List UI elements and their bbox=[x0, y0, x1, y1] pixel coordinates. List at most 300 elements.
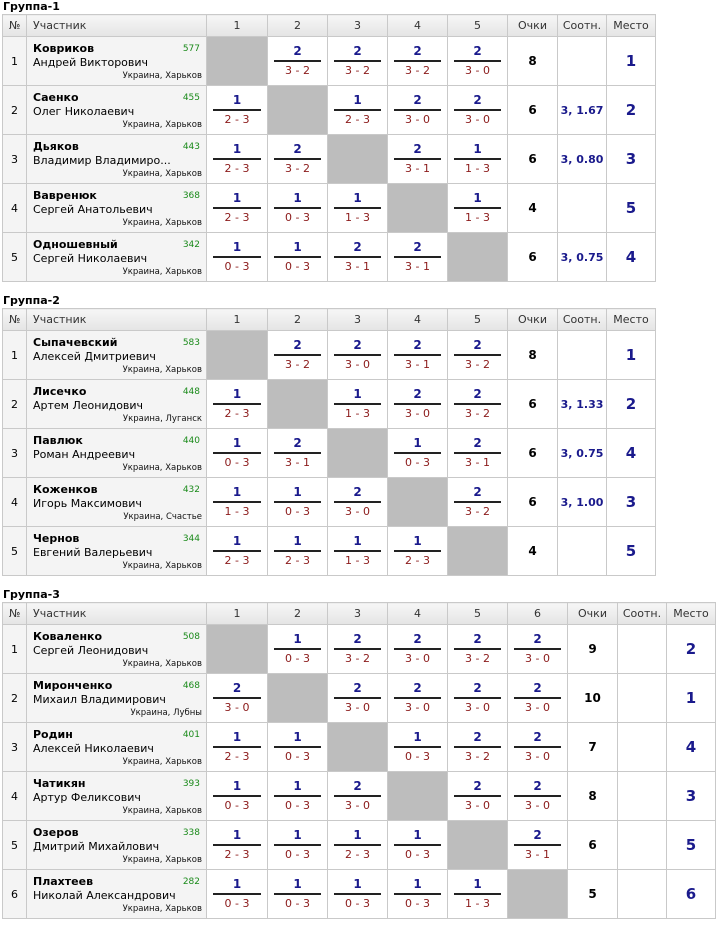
match-result-cell[interactable] bbox=[207, 429, 268, 478]
match-result-cell[interactable] bbox=[207, 527, 268, 576]
total-points: 6 bbox=[508, 380, 558, 429]
participant-city: Украина, Харьков bbox=[122, 659, 202, 669]
match-points: 1 bbox=[232, 779, 242, 793]
result-divider bbox=[394, 746, 441, 748]
participant-surname[interactable]: Родин bbox=[33, 728, 73, 741]
match-points: 2 bbox=[413, 681, 422, 695]
match-result-cell[interactable] bbox=[508, 674, 568, 723]
result-divider bbox=[514, 844, 561, 846]
group-table-1 bbox=[2, 14, 656, 282]
match-points: 2 bbox=[353, 338, 362, 352]
participant-cell[interactable] bbox=[27, 478, 207, 527]
match-result-cell[interactable] bbox=[268, 135, 328, 184]
participant-surname[interactable]: Ковриков bbox=[33, 42, 95, 55]
table-row bbox=[3, 870, 716, 919]
result-divider bbox=[394, 60, 441, 62]
match-score: 3 - 0 bbox=[465, 799, 490, 812]
match-result-cell[interactable] bbox=[268, 870, 328, 919]
total-points: 6 bbox=[508, 233, 558, 282]
match-result-cell[interactable] bbox=[448, 184, 508, 233]
match-score: 3 - 0 bbox=[465, 701, 490, 714]
match-result-cell[interactable] bbox=[508, 723, 568, 772]
participant-rating: 455 bbox=[182, 93, 200, 103]
participant-cell[interactable] bbox=[27, 723, 207, 772]
result-divider bbox=[334, 795, 381, 797]
match-points: 2 bbox=[473, 632, 482, 646]
match-result-cell[interactable] bbox=[207, 86, 268, 135]
match-result-cell[interactable] bbox=[328, 772, 388, 821]
table-row bbox=[3, 184, 656, 233]
match-result-cell[interactable] bbox=[448, 135, 508, 184]
match-result-cell[interactable] bbox=[328, 331, 388, 380]
match-score: 1 - 3 bbox=[345, 211, 370, 224]
match-points: 1 bbox=[293, 828, 302, 842]
header-number: № bbox=[3, 603, 27, 625]
ratio-value: 3, 1.33 bbox=[558, 380, 607, 429]
match-points: 2 bbox=[473, 387, 482, 401]
self-match-cell bbox=[328, 723, 388, 772]
match-result-cell[interactable] bbox=[328, 37, 388, 86]
match-result-cell[interactable] bbox=[508, 772, 568, 821]
match-score: 0 - 3 bbox=[285, 211, 310, 224]
match-score: 3 - 0 bbox=[345, 358, 370, 371]
participant-surname[interactable]: Озеров bbox=[33, 826, 79, 839]
match-points: 1 bbox=[232, 387, 242, 401]
match-points: 1 bbox=[413, 828, 422, 842]
match-result-cell[interactable] bbox=[268, 233, 328, 282]
participant-cell[interactable] bbox=[27, 86, 207, 135]
result-divider bbox=[274, 746, 321, 748]
result-divider bbox=[454, 648, 501, 650]
result-divider bbox=[514, 795, 561, 797]
participant-cell[interactable] bbox=[27, 870, 207, 919]
match-result-cell[interactable] bbox=[388, 380, 448, 429]
result-divider bbox=[274, 893, 321, 895]
result-divider bbox=[274, 795, 321, 797]
match-score: 3 - 0 bbox=[465, 113, 490, 126]
match-result-cell[interactable] bbox=[328, 184, 388, 233]
group-title: Группа-2 bbox=[3, 294, 60, 307]
participant-surname[interactable]: Плахтеев bbox=[33, 875, 94, 888]
participant-city: Украина, Лубны bbox=[130, 708, 202, 718]
match-result-cell[interactable] bbox=[268, 184, 328, 233]
place-value: 5 bbox=[607, 527, 656, 576]
match-points: 2 bbox=[413, 44, 422, 58]
match-score: 0 - 3 bbox=[405, 750, 430, 763]
participant-surname[interactable]: Коженков bbox=[33, 483, 98, 496]
match-result-cell[interactable] bbox=[207, 478, 268, 527]
match-result-cell[interactable] bbox=[268, 527, 328, 576]
match-result-cell[interactable] bbox=[328, 674, 388, 723]
participant-cell[interactable] bbox=[27, 674, 207, 723]
place-value: 1 bbox=[667, 674, 716, 723]
match-points: 2 bbox=[533, 828, 542, 842]
match-result-cell[interactable] bbox=[448, 870, 508, 919]
match-result-cell[interactable] bbox=[207, 723, 268, 772]
participant-cell[interactable] bbox=[27, 233, 207, 282]
match-points: 1 bbox=[232, 534, 242, 548]
match-score: 2 - 3 bbox=[224, 211, 250, 224]
match-result-cell[interactable] bbox=[268, 331, 328, 380]
match-result-cell[interactable] bbox=[207, 821, 268, 870]
row-number: 1 bbox=[3, 331, 27, 380]
place-value: 2 bbox=[667, 625, 716, 674]
table-row bbox=[3, 429, 656, 478]
table-row bbox=[3, 772, 716, 821]
participant-rating: 443 bbox=[182, 142, 200, 152]
self-match-cell bbox=[388, 772, 448, 821]
participant-name: Дмитрий Михайлович bbox=[33, 840, 160, 853]
match-result-cell[interactable] bbox=[388, 233, 448, 282]
match-result-cell[interactable] bbox=[388, 86, 448, 135]
participant-cell[interactable] bbox=[27, 380, 207, 429]
match-score: 3 - 1 bbox=[405, 162, 430, 175]
self-match-cell bbox=[448, 527, 508, 576]
participant-city: Украина, Харьков bbox=[122, 904, 202, 914]
header-opponent-col: 3 bbox=[328, 15, 388, 37]
header-opponent-col: 1 bbox=[207, 603, 268, 625]
match-result-cell[interactable] bbox=[268, 723, 328, 772]
match-result-cell[interactable] bbox=[388, 870, 448, 919]
table-row bbox=[3, 821, 716, 870]
match-score: 2 - 3 bbox=[224, 554, 250, 567]
self-match-cell bbox=[388, 184, 448, 233]
match-score: 0 - 3 bbox=[285, 260, 310, 273]
row-number: 1 bbox=[3, 37, 27, 86]
match-result-cell[interactable] bbox=[207, 233, 268, 282]
match-result-cell[interactable] bbox=[328, 380, 388, 429]
match-result-cell[interactable] bbox=[207, 184, 268, 233]
header-ratio: Соотн. bbox=[558, 309, 607, 331]
place-value: 6 bbox=[667, 870, 716, 919]
match-points: 2 bbox=[413, 93, 422, 107]
match-score: 0 - 3 bbox=[405, 897, 430, 910]
header-opponent-col: 5 bbox=[448, 309, 508, 331]
match-result-cell[interactable] bbox=[388, 674, 448, 723]
match-result-cell[interactable] bbox=[207, 135, 268, 184]
match-points: 1 bbox=[473, 191, 482, 205]
match-result-cell[interactable] bbox=[448, 625, 508, 674]
header-participant: Участник bbox=[27, 309, 207, 331]
participant-rating: 393 bbox=[182, 779, 200, 789]
ratio-value: 3, 0.75 bbox=[558, 429, 607, 478]
result-divider bbox=[213, 109, 261, 111]
table-row bbox=[3, 135, 656, 184]
participant-name: Николай Александрович bbox=[33, 889, 176, 902]
match-points: 2 bbox=[293, 142, 302, 156]
match-score: 3 - 0 bbox=[345, 799, 370, 812]
match-result-cell[interactable] bbox=[207, 772, 268, 821]
participant-surname[interactable]: Лисечко bbox=[33, 385, 87, 398]
result-divider bbox=[274, 648, 321, 650]
match-score: 3 - 1 bbox=[465, 456, 490, 469]
match-result-cell[interactable] bbox=[328, 478, 388, 527]
participant-cell[interactable] bbox=[27, 135, 207, 184]
participant-surname[interactable]: Саенко bbox=[33, 91, 79, 104]
match-result-cell[interactable] bbox=[388, 527, 448, 576]
participant-surname[interactable]: Дьяков bbox=[33, 140, 79, 153]
header-opponent-col: 1 bbox=[207, 309, 268, 331]
match-points: 2 bbox=[353, 485, 362, 499]
group-table-3 bbox=[2, 602, 716, 919]
ratio-value bbox=[558, 331, 607, 380]
match-result-cell[interactable] bbox=[328, 527, 388, 576]
result-divider bbox=[394, 844, 441, 846]
match-score: 2 - 3 bbox=[224, 848, 250, 861]
result-divider bbox=[394, 697, 441, 699]
match-score: 1 - 3 bbox=[345, 407, 370, 420]
match-result-cell[interactable] bbox=[388, 625, 448, 674]
participant-surname[interactable]: Чернов bbox=[33, 532, 80, 545]
match-points: 2 bbox=[413, 338, 422, 352]
row-number: 2 bbox=[3, 86, 27, 135]
match-score: 2 - 3 bbox=[224, 162, 250, 175]
result-divider bbox=[334, 109, 381, 111]
match-result-cell[interactable] bbox=[448, 37, 508, 86]
participant-surname[interactable]: Миронченко bbox=[33, 679, 113, 692]
match-points: 2 bbox=[473, 338, 482, 352]
match-result-cell[interactable] bbox=[268, 478, 328, 527]
match-points: 1 bbox=[353, 534, 362, 548]
result-divider bbox=[454, 158, 501, 160]
row-number: 4 bbox=[3, 478, 27, 527]
match-result-cell[interactable] bbox=[388, 37, 448, 86]
group-table-2 bbox=[2, 308, 656, 576]
participant-rating: 368 bbox=[182, 191, 200, 201]
match-result-cell[interactable] bbox=[448, 723, 508, 772]
result-divider bbox=[394, 109, 441, 111]
participant-name: Олег Николаевич bbox=[33, 105, 135, 118]
result-divider bbox=[274, 452, 321, 454]
participant-city: Украина, Счастье bbox=[123, 512, 202, 522]
match-points: 2 bbox=[413, 240, 422, 254]
result-divider bbox=[274, 550, 321, 552]
participant-surname[interactable]: Павлюк bbox=[33, 434, 83, 447]
match-points: 2 bbox=[353, 44, 362, 58]
match-score: 3 - 0 bbox=[525, 652, 550, 665]
table-row bbox=[3, 674, 716, 723]
match-result-cell[interactable] bbox=[268, 821, 328, 870]
result-divider bbox=[454, 893, 501, 895]
self-match-cell bbox=[508, 870, 568, 919]
header-place: Место bbox=[667, 603, 716, 625]
match-points: 1 bbox=[232, 730, 242, 744]
total-points: 6 bbox=[508, 478, 558, 527]
match-score: 3 - 1 bbox=[525, 848, 550, 861]
participant-city: Украина, Харьков bbox=[122, 806, 202, 816]
match-score: 3 - 0 bbox=[405, 407, 430, 420]
place-value: 1 bbox=[607, 331, 656, 380]
match-score: 0 - 3 bbox=[405, 848, 430, 861]
match-points: 2 bbox=[473, 436, 482, 450]
match-points: 1 bbox=[232, 93, 242, 107]
table-row bbox=[3, 233, 656, 282]
result-divider bbox=[213, 844, 261, 846]
ratio-value: 3, 0.80 bbox=[558, 135, 607, 184]
participant-cell[interactable] bbox=[27, 772, 207, 821]
header-opponent-col: 1 bbox=[207, 15, 268, 37]
match-points: 1 bbox=[232, 142, 242, 156]
result-divider bbox=[334, 256, 381, 258]
match-points: 1 bbox=[293, 534, 302, 548]
match-points: 1 bbox=[413, 730, 422, 744]
participant-rating: 577 bbox=[182, 44, 200, 54]
match-score: 2 - 3 bbox=[285, 554, 310, 567]
result-divider bbox=[394, 354, 441, 356]
match-points: 2 bbox=[353, 779, 362, 793]
match-result-cell[interactable] bbox=[448, 331, 508, 380]
header-number: № bbox=[3, 15, 27, 37]
match-result-cell[interactable] bbox=[388, 821, 448, 870]
match-result-cell[interactable] bbox=[328, 821, 388, 870]
match-result-cell[interactable] bbox=[448, 429, 508, 478]
header-row bbox=[3, 15, 656, 37]
participant-cell[interactable] bbox=[27, 821, 207, 870]
match-result-cell[interactable] bbox=[328, 86, 388, 135]
match-result-cell[interactable] bbox=[388, 429, 448, 478]
match-result-cell[interactable] bbox=[268, 625, 328, 674]
match-result-cell[interactable] bbox=[508, 625, 568, 674]
result-divider bbox=[454, 354, 501, 356]
result-divider bbox=[334, 697, 381, 699]
header-opponent-col: 2 bbox=[268, 309, 328, 331]
participant-cell[interactable] bbox=[27, 429, 207, 478]
match-result-cell[interactable] bbox=[207, 870, 268, 919]
ratio-value bbox=[618, 723, 667, 772]
participant-name: Сергей Леонидович bbox=[33, 644, 149, 657]
match-points: 2 bbox=[533, 632, 542, 646]
participant-surname[interactable]: Сыпачевский bbox=[33, 336, 118, 349]
match-result-cell[interactable] bbox=[448, 86, 508, 135]
row-number: 3 bbox=[3, 135, 27, 184]
match-score: 3 - 0 bbox=[525, 701, 550, 714]
place-value: 3 bbox=[607, 478, 656, 527]
match-points: 2 bbox=[473, 485, 482, 499]
result-divider bbox=[454, 746, 501, 748]
participant-cell[interactable] bbox=[27, 527, 207, 576]
result-divider bbox=[213, 550, 261, 552]
match-result-cell[interactable] bbox=[388, 331, 448, 380]
match-score: 3 - 2 bbox=[285, 64, 310, 77]
participant-name: Евгений Валерьевич bbox=[33, 546, 153, 559]
ratio-value bbox=[618, 870, 667, 919]
group-title: Группа-3 bbox=[3, 588, 60, 601]
participant-name: Артем Леонидович bbox=[33, 399, 144, 412]
participant-surname[interactable]: Одношевный bbox=[33, 238, 118, 251]
match-points: 1 bbox=[353, 191, 362, 205]
header-opponent-col: 5 bbox=[448, 15, 508, 37]
participant-surname[interactable]: Чатикян bbox=[33, 777, 86, 790]
result-divider bbox=[454, 60, 501, 62]
match-result-cell[interactable] bbox=[448, 772, 508, 821]
match-score: 0 - 3 bbox=[285, 505, 310, 518]
match-score: 1 - 3 bbox=[465, 162, 490, 175]
result-divider bbox=[394, 648, 441, 650]
match-points: 1 bbox=[353, 387, 362, 401]
result-divider bbox=[394, 256, 441, 258]
match-score: 1 - 3 bbox=[224, 505, 250, 518]
match-result-cell[interactable] bbox=[328, 870, 388, 919]
match-result-cell[interactable] bbox=[508, 821, 568, 870]
participant-cell[interactable] bbox=[27, 625, 207, 674]
match-score: 3 - 0 bbox=[405, 652, 430, 665]
row-number: 3 bbox=[3, 723, 27, 772]
result-divider bbox=[213, 403, 261, 405]
participant-name: Михаил Владимирович bbox=[33, 693, 166, 706]
header-participant: Участник bbox=[27, 15, 207, 37]
participant-city: Украина, Харьков bbox=[122, 365, 202, 375]
participant-name: Сергей Николаевич bbox=[33, 252, 148, 265]
participant-city: Украина, Харьков bbox=[122, 757, 202, 767]
participant-city: Украина, Луганск bbox=[122, 414, 202, 424]
result-divider bbox=[454, 697, 501, 699]
result-divider bbox=[213, 256, 261, 258]
ratio-value bbox=[618, 674, 667, 723]
total-points: 4 bbox=[508, 184, 558, 233]
header-participant: Участник bbox=[27, 603, 207, 625]
participant-cell[interactable] bbox=[27, 331, 207, 380]
match-points: 1 bbox=[413, 877, 422, 891]
match-result-cell[interactable] bbox=[268, 429, 328, 478]
match-points: 2 bbox=[473, 681, 482, 695]
match-points: 2 bbox=[533, 730, 542, 744]
match-result-cell[interactable] bbox=[448, 478, 508, 527]
total-points: 10 bbox=[568, 674, 618, 723]
participant-cell[interactable] bbox=[27, 184, 207, 233]
participant-surname[interactable]: Коваленко bbox=[33, 630, 103, 643]
match-points: 2 bbox=[533, 681, 542, 695]
match-points: 2 bbox=[413, 142, 422, 156]
match-result-cell[interactable] bbox=[328, 233, 388, 282]
header-number: № bbox=[3, 309, 27, 331]
match-score: 3 - 0 bbox=[465, 64, 490, 77]
participant-city: Украина, Харьков bbox=[122, 120, 202, 130]
result-divider bbox=[334, 648, 381, 650]
result-divider bbox=[394, 403, 441, 405]
match-points: 2 bbox=[293, 338, 302, 352]
match-result-cell[interactable] bbox=[388, 135, 448, 184]
place-value: 5 bbox=[667, 821, 716, 870]
match-result-cell[interactable] bbox=[448, 380, 508, 429]
ratio-value bbox=[558, 37, 607, 86]
match-score: 3 - 0 bbox=[345, 701, 370, 714]
match-points: 1 bbox=[353, 828, 362, 842]
participant-surname[interactable]: Вавренюк bbox=[33, 189, 97, 202]
match-score: 3 - 2 bbox=[465, 407, 490, 420]
participant-rating: 440 bbox=[182, 436, 200, 446]
match-score: 3 - 1 bbox=[345, 260, 370, 273]
group-title: Группа-1 bbox=[3, 0, 60, 13]
header-opponent-col: 5 bbox=[448, 603, 508, 625]
match-points: 2 bbox=[413, 632, 422, 646]
total-points: 8 bbox=[568, 772, 618, 821]
match-score: 3 - 1 bbox=[405, 358, 430, 371]
match-result-cell[interactable] bbox=[207, 380, 268, 429]
match-points: 2 bbox=[353, 681, 362, 695]
match-score: 2 - 3 bbox=[345, 848, 370, 861]
match-result-cell[interactable] bbox=[207, 674, 268, 723]
participant-cell[interactable] bbox=[27, 37, 207, 86]
match-result-cell[interactable] bbox=[328, 625, 388, 674]
match-result-cell[interactable] bbox=[268, 772, 328, 821]
match-points: 1 bbox=[293, 485, 302, 499]
match-result-cell[interactable] bbox=[448, 674, 508, 723]
match-result-cell[interactable] bbox=[268, 37, 328, 86]
match-result-cell[interactable] bbox=[388, 723, 448, 772]
result-divider bbox=[274, 354, 321, 356]
match-score: 0 - 3 bbox=[224, 897, 250, 910]
result-divider bbox=[274, 207, 321, 209]
